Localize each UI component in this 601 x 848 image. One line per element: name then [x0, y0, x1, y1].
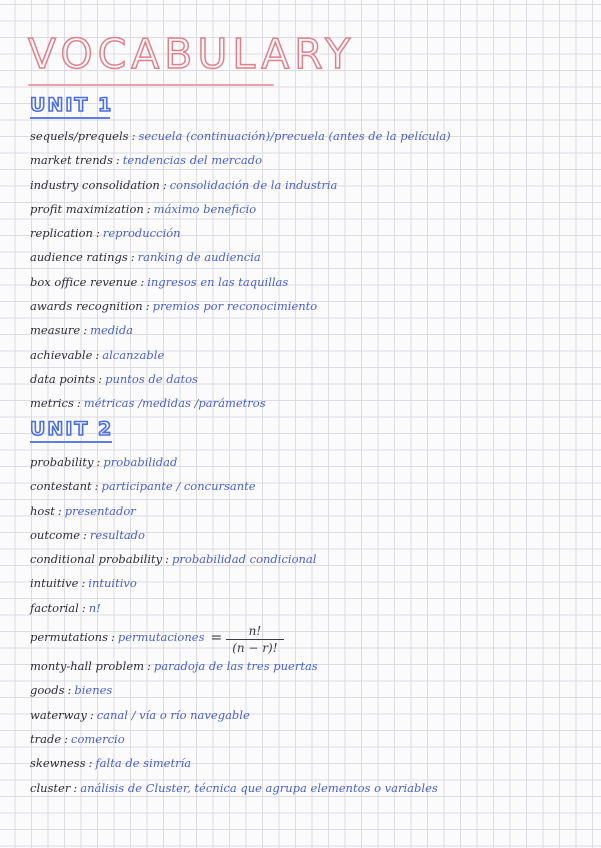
- vocab-term: awards recognition: [30, 299, 143, 314]
- term-separator: :: [83, 527, 87, 542]
- vocab-term: data points: [30, 371, 96, 386]
- page-title: VOCABULARY: [28, 30, 356, 78]
- vocab-term: achievable: [30, 347, 93, 362]
- vocab-definition: reproducción: [102, 226, 181, 241]
- vocab-entry: [30, 523, 438, 547]
- vocab-term: replication: [30, 226, 93, 241]
- vocab-term: industry consolidation: [30, 177, 160, 192]
- vocab-term: conditional probability: [30, 552, 163, 567]
- vocab-term: host: [30, 503, 55, 518]
- vocab-entry: [30, 474, 438, 498]
- term-separator: :: [115, 153, 120, 168]
- vocab-definition: permutaciones: [117, 630, 205, 645]
- vocab-definition: presentador: [64, 503, 136, 518]
- vocab-definition: métricas /medidas /parámetros: [83, 396, 266, 411]
- vocab-entry: [30, 654, 438, 678]
- vocab-entry: [30, 703, 438, 727]
- vocab-term: market trends: [30, 153, 113, 168]
- term-separator: :: [64, 731, 69, 746]
- unit-2-list: [30, 450, 438, 800]
- vocab-definition: bienes: [74, 683, 113, 698]
- vocab-entry: [30, 245, 451, 269]
- vocab-definition: premios por reconocimiento: [152, 299, 318, 314]
- vocab-term: profit maximization: [30, 201, 144, 216]
- term-separator: :: [162, 177, 167, 192]
- unit-1-underline: [30, 117, 110, 119]
- vocab-entry: [30, 776, 438, 800]
- vocab-term: sequels/prequels: [30, 129, 129, 143]
- formula-numerator: n!: [248, 623, 262, 638]
- vocab-term: trade: [30, 731, 62, 746]
- term-separator: :: [88, 756, 93, 771]
- vocab-definition: secuela (continuación)/precuela (antes de la película): [138, 129, 451, 143]
- vocab-entry: [30, 148, 451, 172]
- vocab-term: waterway: [30, 707, 87, 722]
- term-separator: :: [81, 576, 86, 591]
- term-separator: :: [98, 371, 103, 386]
- vocab-term: skewness: [30, 756, 86, 771]
- term-separator: :: [146, 201, 151, 216]
- unit-2-underline: [30, 441, 112, 443]
- unit-1-list: [30, 124, 451, 416]
- vocab-definition: ingresos en las taquillas: [147, 274, 289, 289]
- vocab-entry: [30, 499, 438, 523]
- vocab-entry: [30, 270, 451, 294]
- term-separator: :: [73, 780, 78, 795]
- vocab-definition: máximo beneficio: [153, 201, 257, 216]
- term-separator: :: [57, 503, 62, 518]
- vocab-entry: [30, 678, 438, 702]
- vocab-term: permutations: [30, 630, 108, 645]
- term-separator: :: [131, 129, 136, 143]
- vocab-term: metrics: [30, 396, 74, 411]
- vocab-entry: [30, 294, 451, 318]
- term-separator: :: [89, 707, 94, 722]
- vocab-entry: [30, 318, 451, 342]
- formula-denominator: (n − r)!: [226, 639, 283, 655]
- vocab-definition: probabilidad: [103, 455, 178, 469]
- term-separator: :: [76, 396, 81, 411]
- vocab-entry: [30, 197, 451, 221]
- formula-equals: =: [210, 630, 223, 647]
- vocab-definition: análisis de Cluster, técnica que agrupa elementos o variables: [80, 780, 438, 795]
- term-separator: :: [95, 226, 100, 241]
- vocab-term: cluster: [30, 780, 71, 795]
- vocab-entry: [30, 571, 438, 595]
- vocab-term: measure: [30, 323, 81, 338]
- vocab-definition: ranking de audiencia: [137, 250, 261, 265]
- term-separator: :: [96, 455, 101, 469]
- vocab-term: audience ratings: [30, 250, 128, 265]
- vocab-term: outcome: [30, 527, 81, 542]
- term-separator: :: [147, 659, 151, 674]
- vocab-definition: medida: [90, 323, 134, 338]
- vocab-entry: [30, 620, 438, 654]
- vocab-term: box office revenue: [30, 274, 138, 289]
- vocab-term: probability: [30, 455, 94, 469]
- unit-2-heading: UNIT 2: [30, 418, 114, 440]
- vocab-definition: intuitivo: [88, 576, 137, 591]
- vocab-definition: comercio: [71, 731, 125, 746]
- term-separator: :: [81, 600, 86, 615]
- vocab-term: monty-hall problem: [30, 659, 145, 674]
- vocab-entry: [30, 221, 451, 245]
- vocab-term: goods: [30, 683, 65, 698]
- vocab-entry: [30, 391, 451, 415]
- vocab-definition: n!: [88, 600, 101, 615]
- term-separator: :: [95, 347, 100, 362]
- vocab-definition: participante / concursante: [101, 479, 256, 494]
- vocab-entry: [30, 596, 438, 620]
- vocab-term: contestant: [30, 479, 92, 494]
- term-separator: :: [67, 683, 72, 698]
- vocab-definition: canal / vía o río navegable: [96, 707, 250, 722]
- term-separator: :: [130, 250, 135, 265]
- vocab-entry: [30, 343, 451, 367]
- term-separator: :: [165, 552, 170, 567]
- vocab-term: intuitive: [30, 576, 79, 591]
- vocab-term: factorial: [30, 600, 79, 615]
- permutation-formula: [210, 621, 283, 655]
- term-separator: :: [94, 479, 99, 494]
- vocab-definition: paradoja de las tres puertas: [153, 659, 318, 674]
- term-separator: :: [140, 274, 145, 289]
- vocab-entry: [30, 547, 438, 571]
- vocab-definition: resultado: [89, 527, 145, 542]
- vocab-entry: [30, 367, 451, 391]
- vocab-definition: consolidación de la industria: [169, 177, 338, 192]
- vocab-definition: falta de simetría: [95, 756, 192, 771]
- vocab-definition: probabilidad condicional: [172, 552, 317, 567]
- vocab-entry: [30, 751, 438, 775]
- vocab-entry: [30, 450, 438, 474]
- vocab-definition: alcanzable: [102, 347, 165, 362]
- vocab-definition: puntos de datos: [105, 371, 198, 386]
- formula-fraction: [226, 624, 283, 655]
- vocab-entry: [30, 727, 438, 751]
- title-underline: [28, 84, 274, 86]
- vocab-entry: [30, 124, 451, 148]
- term-separator: :: [145, 299, 150, 314]
- term-separator: :: [110, 630, 115, 645]
- vocab-definition: tendencias del mercado: [122, 153, 263, 168]
- term-separator: :: [83, 323, 88, 338]
- unit-1-heading: UNIT 1: [30, 94, 114, 116]
- vocab-entry: [30, 173, 451, 197]
